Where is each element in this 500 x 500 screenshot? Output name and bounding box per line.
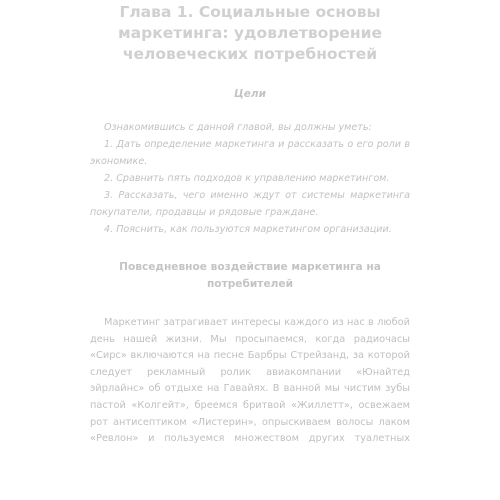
goals-list [90, 119, 410, 238]
section-heading: Повседневное воздействие маркетинга на потребителей [119, 261, 381, 290]
section-body [90, 315, 410, 448]
goal-item: 4. Пояснить, как пользуются маркетингом организации. [104, 224, 392, 235]
goals-heading: Цели [234, 88, 266, 100]
goal-item: 1. Дать определение маркетинга и рассказать о его роли в экономике. [90, 139, 410, 167]
chapter-title: Глава 1. Социальные основы маркетинга: удовлетворение человеческих потребностей [117, 3, 383, 63]
goal-item: 2. Сравнить пять подходов к управлению маркетингом. [104, 173, 390, 184]
goals-intro: Ознакомившись с данной главой, вы должны уметь: [104, 122, 372, 133]
body-paragraph: Маркетинг затрагивает интересы каждого из нас в любой день нашей жизни. Мы просыпаемся, когда радиочасы «Сирс» включаются на песне Барбры Стрейзанд, за которой следует рекламный ролик авиакомпании «Юнайтед эйрлайнс» об отдыхе на Гавайях. В ванной мы чистим зубы пастой «Колгейт», бреемся бритвой «Жиллетт», освежаем рот антисептиком «Листерин», опрыскиваем волосы лаком «Ревлон» и пользуемся множеством других туалетных [90, 317, 410, 445]
goal-item: 3. Рассказать, чего именно ждут от системы маркетинга покупатели, продавцы и рядовые граждане. [90, 190, 410, 218]
